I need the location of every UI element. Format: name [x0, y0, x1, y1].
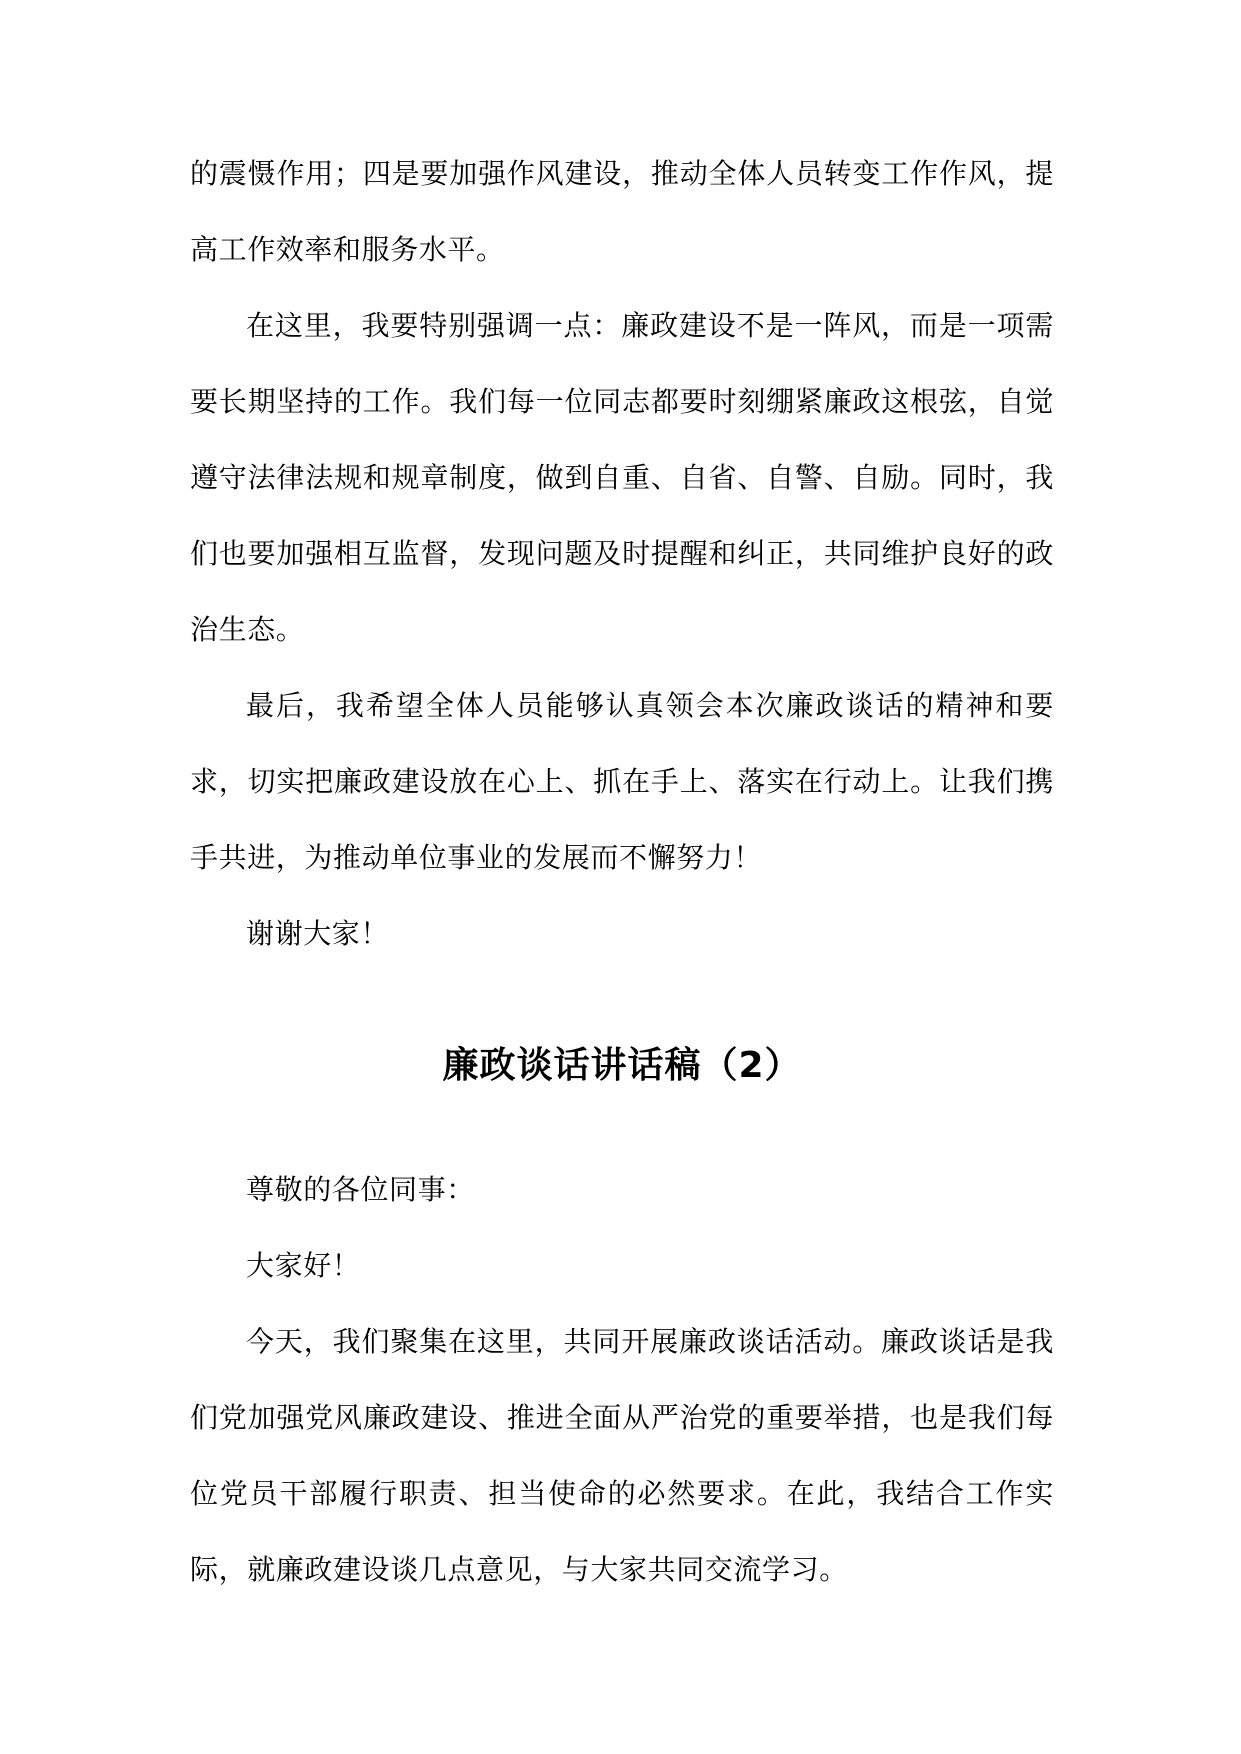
section-title: 廉政谈话讲话稿（2）: [442, 1045, 802, 1086]
continuation-paragraph: 的震慑作用；四是要加强作风建设，推动全体人员转变工作作风，提高工作效率和服务水平。: [190, 157, 1054, 266]
intro-paragraph: 今天，我们聚集在这里，共同开展廉政谈话活动。廉政谈话是我们党加强党风廉政建设、推进全面从严治党的重要举措，也是我们每位党员干部履行职责、担当使命的必然要求。在此，我结合工作实际，就廉政建设谈几点意见，与大家共同交流学习。: [190, 1325, 1054, 1586]
salutation-line: 尊敬的各位同事：: [246, 1173, 475, 1206]
closing-paragraph: 最后，我希望全体人员能够认真领会本次廉政谈话的精神和要求，切实把廉政建设放在心上、抓在手上、落实在行动上。让我们携手共进，为推动单位事业的发展而不懈努力！: [190, 689, 1054, 874]
greeting-line: 大家好！: [246, 1249, 361, 1282]
emphasis-paragraph: 在这里，我要特别强调一点：廉政建设不是一阵风，而是一项需要长期坚持的工作。我们每一位同志都要时刻绷紧廉政这根弦，自觉遵守法律法规和规章制度，做到自重、自省、自警、自励。同时，我们也要加强相互监督，发现问题及时提醒和纠正，共同维护良好的政治生态。: [190, 309, 1054, 646]
thanks-line: 谢谢大家！: [246, 917, 390, 950]
document-body: [190, 136, 1054, 1608]
